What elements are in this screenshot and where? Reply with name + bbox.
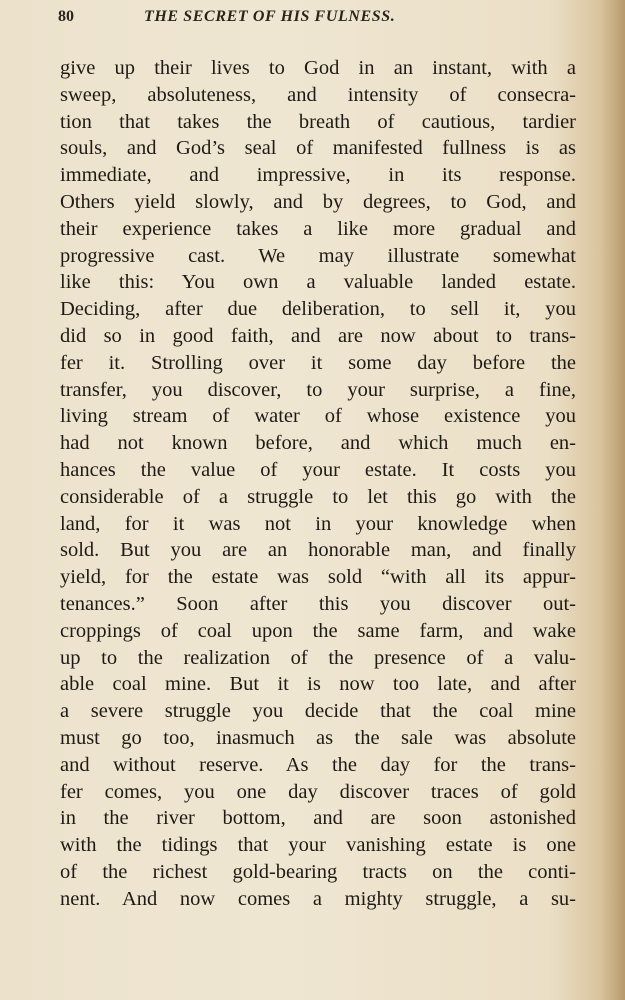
text-line: yield, for the estate was sold “with all its appur- <box>60 566 576 589</box>
text-line: living stream of water of whose existence you <box>60 405 576 428</box>
text-line: Deciding, after due deliberation, to sell it, you <box>60 298 576 321</box>
text-line: like this: You own a valuable landed estate. <box>60 271 576 294</box>
text-line: of the richest gold-bearing tracts on the conti- <box>60 860 576 883</box>
body-text <box>60 55 576 913</box>
text-line: did so in good faith, and are now about to trans- <box>60 324 576 347</box>
text-line: must go too, inasmuch as the sale was absolute <box>60 726 576 749</box>
text-line: sold. But you are an honorable man, and finally <box>60 539 576 562</box>
text-line: tenances.” Soon after this you discover out- <box>60 592 576 615</box>
text-line: sweep, absoluteness, and intensity of consecra- <box>60 83 576 106</box>
text-line: with the tidings that your vanishing estate is one <box>60 834 576 857</box>
text-line: in the river bottom, and are soon astonished <box>60 807 576 830</box>
text-line: croppings of coal upon the same farm, and wake <box>60 619 576 642</box>
text-line: land, for it was not in your knowledge when <box>60 512 576 535</box>
text-line: souls, and God’s seal of manifested fullness is as <box>60 137 576 160</box>
text-line: up to the realization of the presence of a valu- <box>60 646 576 669</box>
text-line: their experience takes a like more gradual and <box>60 217 576 240</box>
text-line: considerable of a struggle to let this go with the <box>60 485 576 508</box>
text-line: Others yield slowly, and by degrees, to God, and <box>60 190 576 213</box>
text-line: progressive cast. We may illustrate somewhat <box>60 244 576 267</box>
text-line: had not known before, and which much en- <box>60 432 576 455</box>
text-line: tion that takes the breath of cautious, tardier <box>60 110 576 133</box>
text-line: immediate, and impressive, in its response. <box>60 164 576 187</box>
page-number: 80 <box>58 8 74 25</box>
text-line: a severe struggle you decide that the coal mine <box>60 700 576 723</box>
text-line: hances the value of your estate. It costs you <box>60 458 576 481</box>
text-line: fer it. Strolling over it some day before the <box>60 351 576 374</box>
text-line: nent. And now comes a mighty struggle, a su- <box>60 887 576 910</box>
text-line: and without reserve. As the day for the trans- <box>60 753 576 776</box>
text-line: able coal mine. But it is now too late, and after <box>60 673 576 696</box>
text-line: give up their lives to God in an instant, with a <box>60 57 576 79</box>
running-head: THE SECRET OF HIS FULNESS. <box>144 8 396 25</box>
text-line: transfer, you discover, to your surprise, a fine, <box>60 378 576 401</box>
text-line: fer comes, you one day discover traces of gold <box>60 780 576 803</box>
page-header <box>58 6 578 34</box>
